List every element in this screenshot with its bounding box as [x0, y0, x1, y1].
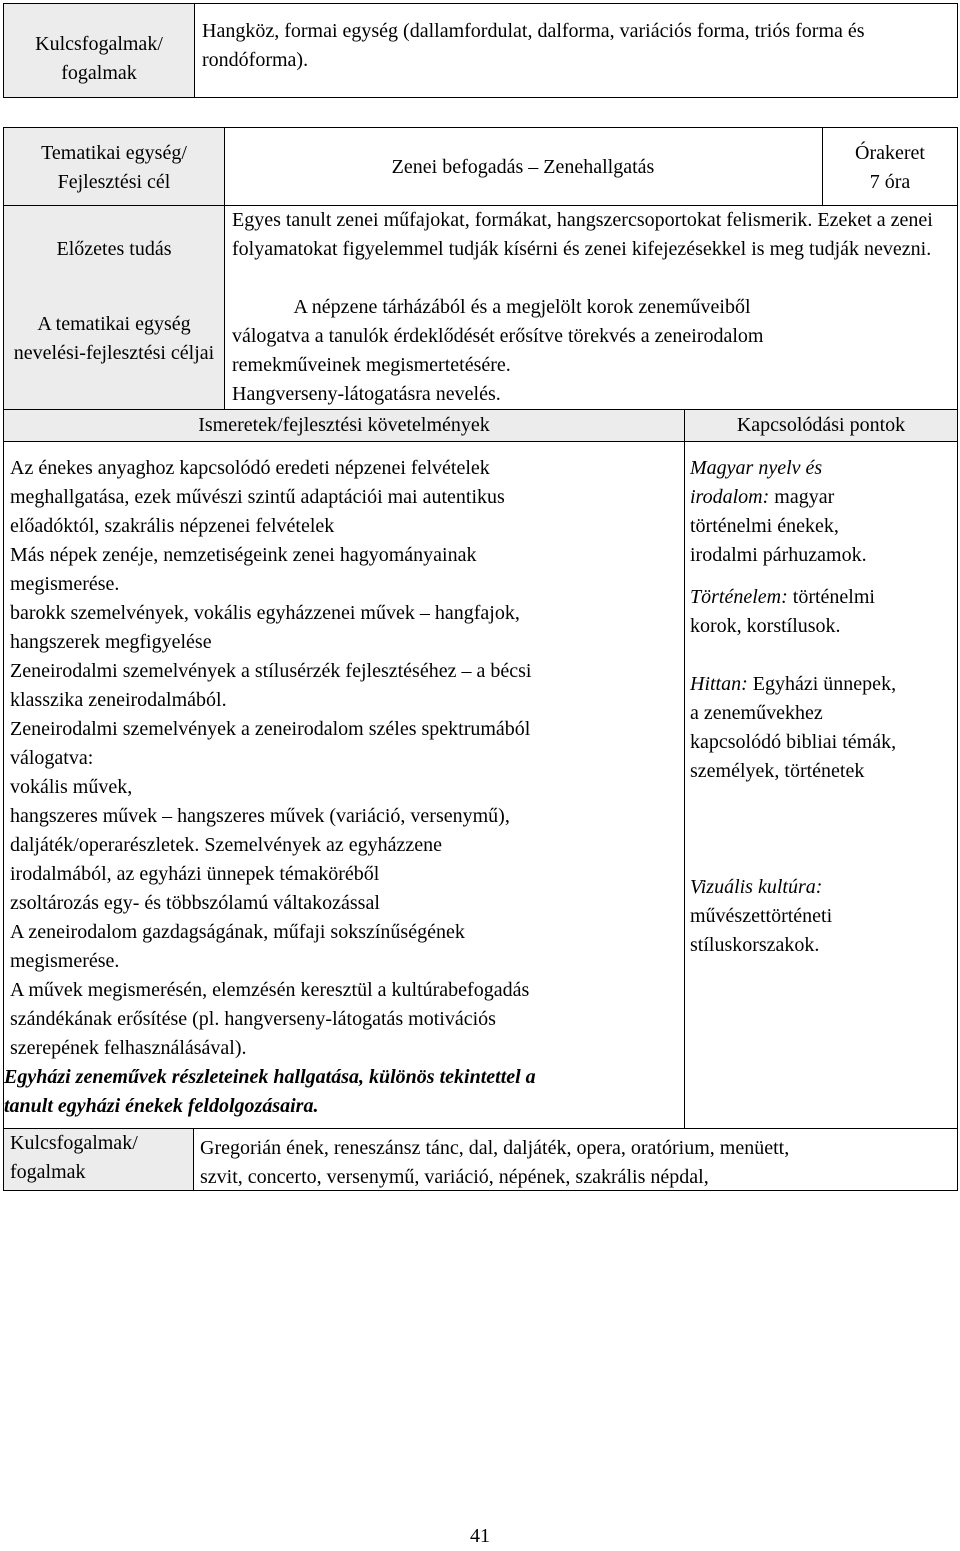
elozetes-tudas-label: Előzetes tudás: [56, 238, 172, 260]
ismeretek-line: barokk szemelvények, vokális egyházzenei művek – hangfajok,: [10, 602, 520, 624]
magyar-text: történelmi énekek,: [690, 515, 839, 537]
tortenelem-text: történelmi: [787, 586, 875, 608]
elozetes-tudas-text: Egyes tanult zenei műfajokat, formákat, hangszercsoportokat felismerik. Ezeket a zenei folyamatokat figyelemmel tudják kísérni és zenei kifejezésekkel is meg tudják nevezni.: [232, 209, 933, 260]
page-number: 41: [470, 1525, 490, 1547]
ismeretek-line: hangszeres művek – hangszeres művek (variáció, versenymű),: [10, 805, 510, 827]
top-kulcsfogalmak-label: Kulcsfogalmak/ fogalmak: [35, 33, 163, 84]
celjai-line: remekműveinek megismertetésére.: [232, 354, 511, 376]
kulcs-line: szvit, concerto, versenymű, variáció, népének, szakrális népdal,: [200, 1166, 709, 1188]
celjai-label: A tematikai egység nevelési-fejlesztési céljai: [13, 313, 215, 364]
kapcsolodasi-hittan: [690, 670, 958, 786]
ismeretek-line: megismerése.: [10, 573, 120, 595]
ismeretek-line: klasszika zeneirodalmából.: [10, 689, 227, 711]
hittan-label: Hittan:: [690, 673, 748, 695]
ismeretek-line: A művek megismerésén, elemzésén keresztül a kultúrabefogadás: [10, 979, 530, 1001]
hittan-text: a zeneművekhez: [690, 702, 823, 724]
ismeretek-line: Zeneirodalmi szemelvények a zeneirodalom széles spektrumából: [10, 718, 531, 740]
bottom-kulcsfogalmak-label: Kulcsfogalmak/ fogalmak: [10, 1132, 138, 1183]
ismeretek-line: Zeneirodalmi szemelvények a stílusérzék fejlesztéséhez – a bécsi: [10, 660, 532, 682]
ismeretek-line: meghallgatása, ezek művészi szintű adaptációi mai autentikus: [10, 486, 505, 508]
ismeretek-line: szándékának erősítése (pl. hangverseny-látogatás motivációs: [10, 1008, 496, 1030]
kapcsolodasi-magyar: [690, 454, 954, 570]
kapcsolodasi-vizualis: [690, 873, 954, 960]
ismeretek-line: előadóktól, szakrális népzenei felvételek: [10, 515, 335, 537]
ismeretek-line: irodalmából, az egyházi ünnepek témaköréből: [10, 863, 380, 885]
bottom-kulcsfogalmak-content: [200, 1134, 956, 1192]
ismeretek-line: Az énekes anyaghoz kapcsolódó eredeti népzenei felvételek: [10, 457, 490, 479]
ismeretek-header: Ismeretek/fejlesztési követelmények: [198, 414, 490, 436]
ismeretek-line: hangszerek megfigyelése: [10, 631, 212, 653]
vizualis-label: Vizuális kultúra:: [690, 876, 823, 898]
celjai-line: válogatva a tanulók érdeklődését erősítve törekvés a zeneirodalom: [232, 325, 764, 347]
kulcs-line: Gregorián ének, reneszánsz tánc, dal, daljáték, opera, oratórium, menüett,: [200, 1137, 790, 1159]
magyar-label: Magyar nyelv és: [690, 457, 823, 479]
kapcsolodasi-header: Kapcsolódási pontok: [736, 414, 906, 436]
emphasis-line: tanult egyházi énekek feldolgozásaira.: [4, 1095, 319, 1117]
ismeretek-line: Más népek zenéje, nemzetiségeink zenei hagyományainak: [10, 544, 477, 566]
magyar-text: magyar: [769, 486, 835, 508]
ismeretek-line: válogatva:: [10, 747, 94, 769]
ismeretek-line: daljáték/operarészletek. Szemelvények az egyházzene: [10, 834, 442, 856]
orakeret-value: 7 óra: [869, 171, 911, 193]
ismeretek-line: megismerése.: [10, 950, 120, 972]
hittan-text: kapcsolódó bibliai témák,: [690, 731, 897, 753]
tortenelem-label: Történelem:: [690, 586, 788, 608]
vizualis-text: művészettörténeti: [690, 905, 833, 927]
hittan-text: Egyházi ünnepek,: [747, 673, 897, 695]
egyhazi-zenemuvek-emphasis: [4, 1063, 684, 1121]
ismeretek-body: [10, 454, 682, 1063]
unit-title: Zenei befogadás – Zenehallgatás: [391, 156, 655, 178]
magyar-label-2: irodalom:: [690, 486, 770, 508]
ismeretek-line: zsoltározás egy- és többszólamú váltakozással: [10, 892, 380, 914]
celjai-line: A népzene tárházából és a megjelölt korok zeneműveiből: [293, 296, 751, 318]
top-kulcsfogalmak-content: Hangköz, formai egység (dallamfordulat, dalforma, variációs forma, triós forma és rondóforma).: [202, 20, 865, 71]
celjai-line: Hangverseny-látogatásra nevelés.: [232, 383, 501, 405]
magyar-text: irodalmi párhuzamok.: [690, 544, 867, 566]
emphasis-line: Egyházi zeneművek részleteinek hallgatása, különös tekintettel a: [4, 1066, 536, 1088]
orakeret-label: Órakeret: [855, 142, 925, 164]
hittan-text: személyek, történetek: [690, 760, 865, 782]
ismeretek-line: A zeneirodalom gazdagságának, műfaji sokszínűségének: [10, 921, 465, 943]
celjai-text: [232, 293, 952, 409]
kapcsolodasi-tortenelem: [690, 583, 954, 641]
tematikai-egyseg-label: Tematikai egység/ Fejlesztési cél: [41, 142, 187, 193]
ismeretek-line: vokális művek,: [10, 776, 133, 798]
vizualis-text: stíluskorszakok.: [690, 934, 820, 956]
tortenelem-text: korok, korstílusok.: [690, 615, 841, 637]
ismeretek-line: szerepének felhasználásával).: [10, 1037, 247, 1059]
